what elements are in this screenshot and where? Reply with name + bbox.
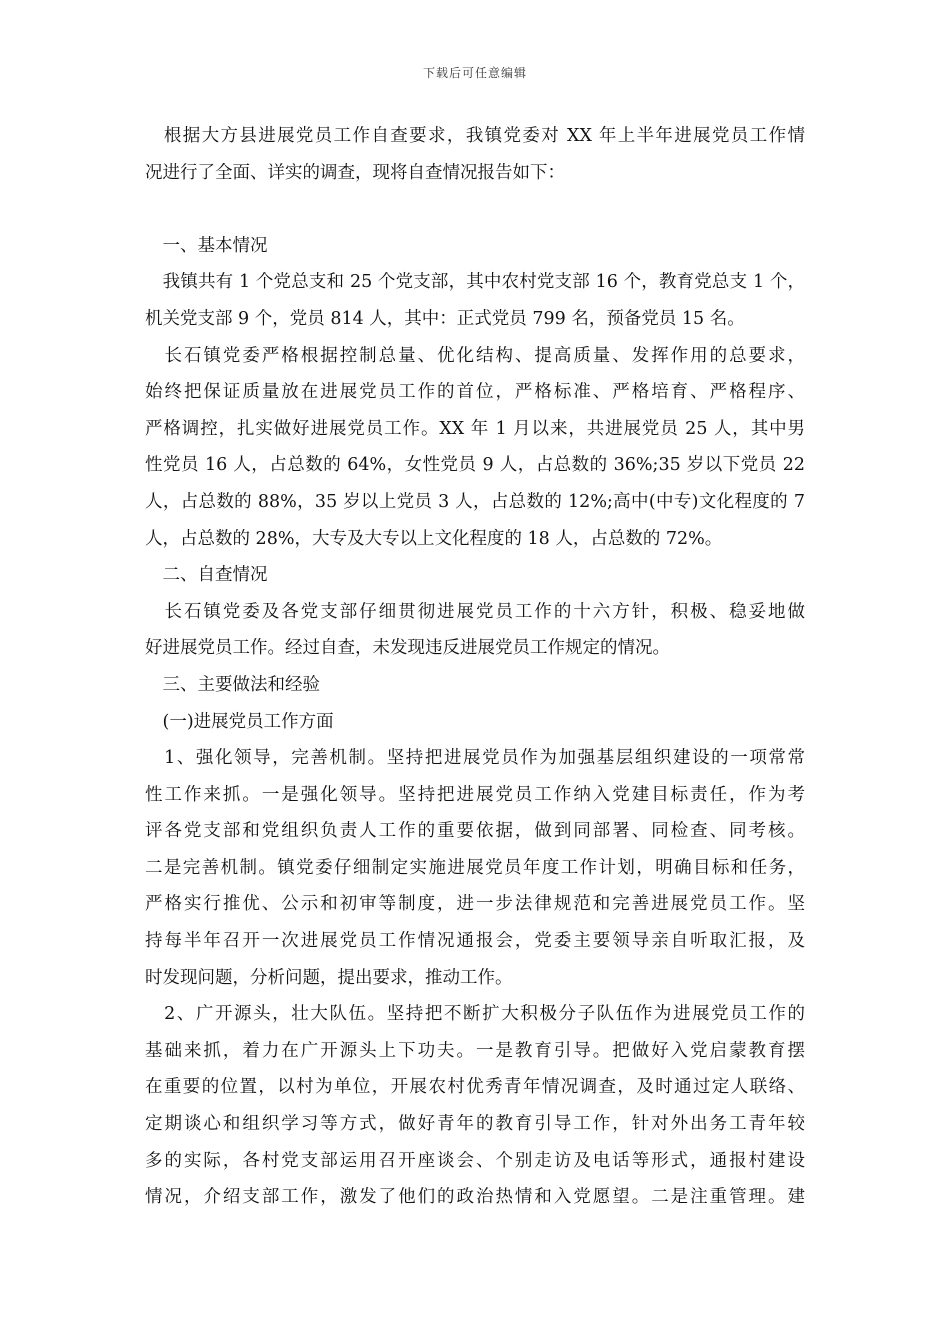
text-line: 人，占总数的 28%，大专及大专以上文化程度的 18 人，占总数的 72%。 (145, 528, 723, 549)
text-line: 严格调控，扎实做好进展党员工作。XX 年 1 月以来，共进展党员 25 人，其中男 (145, 418, 805, 439)
text-line: 性党员 16 人，占总数的 64%，女性党员 9 人，占总数的 36%;35 岁以下党员 22 (145, 455, 805, 476)
text-line: (一)进展党员工作方面 (145, 711, 334, 732)
text-line: 定期谈心和组织学习等方式，做好青年的教育引导工作，针对外出务工青年较 (145, 1114, 805, 1135)
header-note: 下载后可任意编辑 (422, 66, 527, 80)
text-line: 基础来抓，着力在广开源头上下功夫。一是教育引导。把做好入党启蒙教育摆 (145, 1040, 805, 1061)
text-line: 我镇共有 1 个党总支和 25 个党支部，其中农村党支部 16 个，教育党总支 1 个， (145, 272, 805, 293)
blank-line (145, 191, 805, 228)
text-line: 情况，介绍支部工作，激发了他们的政治热情和入党愿望。二是注重管理。建 (145, 1187, 805, 1208)
text-line: 性工作来抓。一是强化领导。坚持把进展党员工作纳入党建目标责任，作为考 (145, 784, 805, 805)
text-line: 长石镇党委及各党支部仔细贯彻进展党员工作的十六方针，积极、稳妥地做 (145, 601, 805, 622)
text-line: 长石镇党委严格根据控制总量、优化结构、提高质量、发挥作用的总要求， (145, 345, 805, 366)
text-line: 二、自查情况 (145, 565, 268, 586)
text-line: 持每半年召开一次进展党员工作情况通报会，党委主要领导亲自听取汇报，及 (145, 931, 805, 952)
text-line: 在重要的位置，以村为单位，开展农村优秀青年情况调查，及时通过定人联络、 (145, 1077, 805, 1098)
text-line: 时发现问题，分析问题，提出要求，推动工作。 (145, 967, 513, 988)
text-line: 1、强化领导，完善机制。坚持把进展党员作为加强基层组织建设的一项常常 (145, 748, 805, 769)
text-line: 多的实际，各村党支部运用召开座谈会、个别走访及电话等形式，通报村建设 (145, 1150, 805, 1171)
text-line: 好进展党员工作。经过自查，未发现违反进展党员工作规定的情况。 (145, 638, 670, 659)
text-line: 况进行了全面、详实的调查，现将自查情况报告如下： (145, 162, 565, 183)
text-line: 二是完善机制。镇党委仔细制定实施进展党员年度工作计划，明确目标和任务， (145, 857, 805, 878)
text-line: 2、广开源头，壮大队伍。坚持把不断扩大积极分子队伍作为进展党员工作的 (145, 1004, 805, 1025)
document-body (145, 118, 805, 1216)
text-line: 根据大方县进展党员工作自查要求，我镇党委对 XX 年上半年进展党员工作情 (145, 126, 805, 146)
text-line: 严格实行推优、公示和初审等制度，进一步法律规范和完善进展党员工作。坚 (145, 894, 805, 915)
text-line: 评各党支部和党组织负责人工作的重要依据，做到同部署、同检查、同考核。 (145, 821, 805, 842)
text-line: 一、基本情况 (145, 235, 268, 256)
text-line: 机关党支部 9 个，党员 814 人，其中：正式党员 799 名，预备党员 15 名。 (145, 308, 745, 329)
text-line: 始终把保证质量放在进展党员工作的首位，严格标准、严格培育、严格程序、 (145, 382, 805, 403)
text-line: 人，占总数的 88%，35 岁以上党员 3 人，占总数的 12%;高中(中专)文化程度的 7 (145, 491, 805, 512)
text-line: 三、主要做法和经验 (145, 674, 320, 695)
